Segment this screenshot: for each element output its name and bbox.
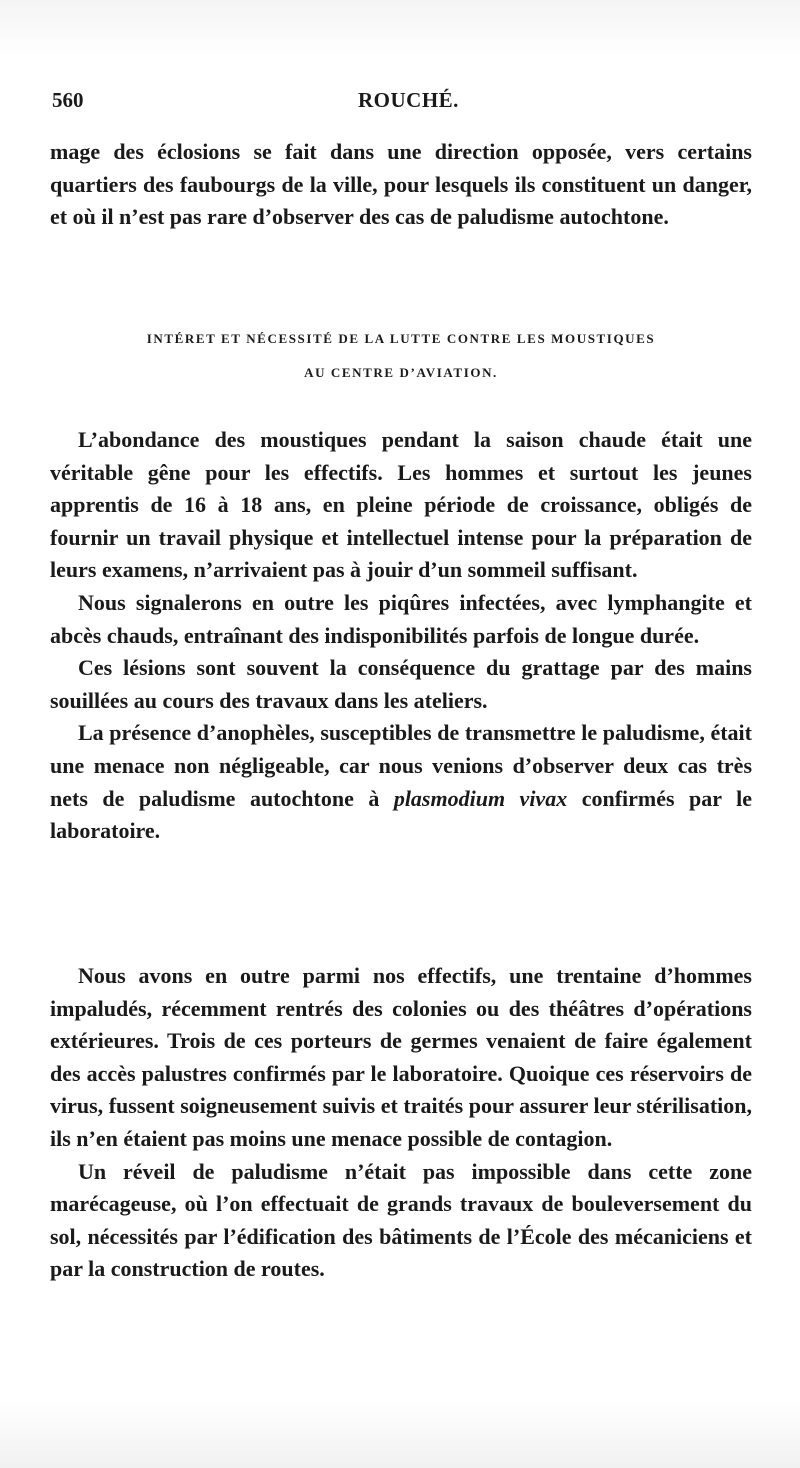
section-heading-line-2: AU CENTRE D’AVIATION. <box>304 365 498 380</box>
anopheles-text-after: confirmés par le laboratoire. <box>50 785 753 844</box>
paragraph-abundance: L’abondance des moustiques pendant la saison chaude était une véritable gêne pour les effectifs. Les hommes et surtout les jeunes apprentis de 16 à 18 ans, en pleine période de croissance, obligés de fournir un travail physique et intellectuel intense pour la préparation de leurs examens, n’arrivaient pas à jouir d’un sommeil suffisant. <box>50 427 752 583</box>
section-heading-line-1: INTÉRET ET NÉCESSITÉ DE LA LUTTE CONTRE LES MOUSTIQUES <box>146 331 656 346</box>
section-heading <box>50 322 752 390</box>
paragraph-reveil: Un réveil de paludisme n’était pas impossible dans cette zone marécageuse, où l’on effectuait de grands travaux de bouleversement du sol, nécessités par l’édification des bâtiments de l’École des mécaniciens et par la construction de routes. <box>50 1158 752 1282</box>
species-name-italic: plasmodium vivax <box>393 785 568 811</box>
paragraph-anopheles <box>50 717 752 847</box>
intro-text-block <box>50 136 752 234</box>
page-number: 560 <box>52 88 84 112</box>
final-text-block <box>50 960 752 1286</box>
main-text-block <box>50 424 752 848</box>
running-title: ROUCHÉ. <box>358 88 459 112</box>
paragraph-lesions: Ces lésions sont souvent la conséquence du grattage par des mains souillées au cours des travaux dans les ateliers. <box>50 655 752 713</box>
intro-paragraph: mage des éclosions se fait dans une direction opposée, vers certains quartiers des faubourgs de la ville, pour lesquels ils constituent un danger, et où il n’est pas rare d’observer des cas de paludisme autochtone. <box>50 139 752 230</box>
page-header <box>52 88 748 122</box>
paragraph-infected-bites: Nous signalerons en outre les piqûres infectées, avec lymphangite et abcès chauds, entraînant des indisponibilités parfois de longue durée. <box>50 589 752 648</box>
anopheles-text-before: La présence d’anophèles, susceptibles de transmettre le paludisme, était une menace non négligeable, car nous venions d’observer deux cas très nets de paludisme autochtone à <box>50 720 752 811</box>
paragraph-impaludes: Nous avons en outre parmi nos effectifs, une trentaine d’hommes impaludés, récemment rentrés des colonies ou des théâtres d’opérations extérieures. Trois de ces porteurs de germes venaient de faire également des accès palustres confirmés par le laboratoire. Quoique ces réservoirs de virus, fussent soigneusement suivis et traités pour assurer leur stérilisation, ils n’en étaient pas moins une menace possible de contagion. <box>50 963 752 1151</box>
